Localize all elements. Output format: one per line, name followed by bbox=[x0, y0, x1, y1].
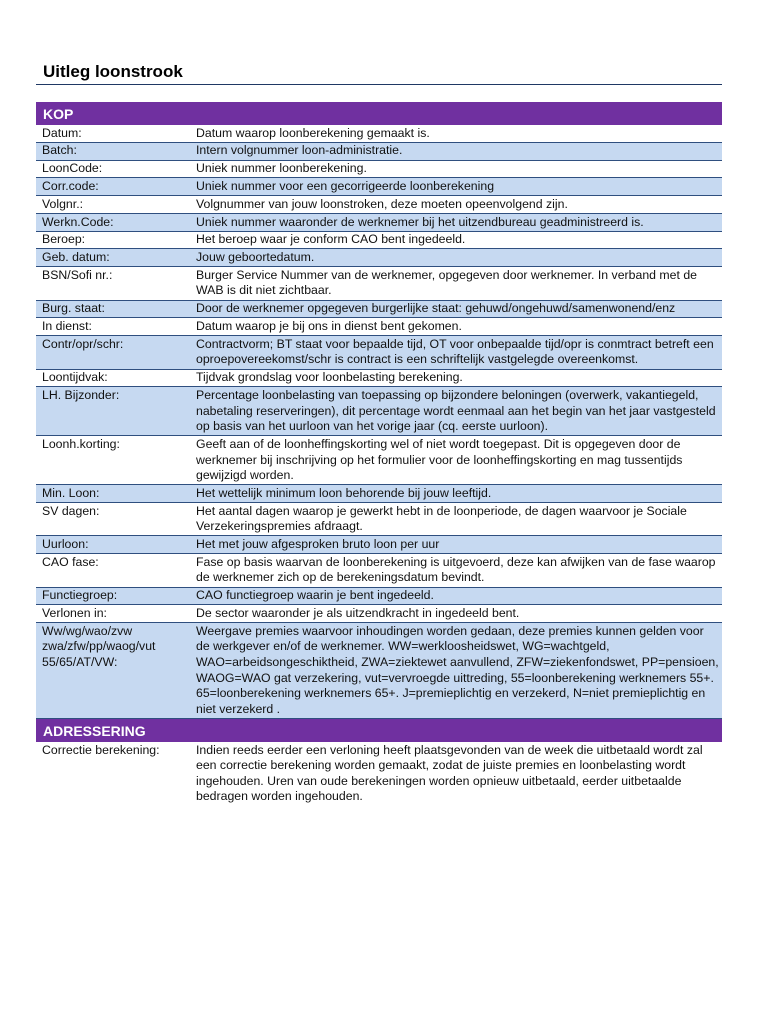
table-row bbox=[36, 742, 722, 806]
row-label: Correctie berekening: bbox=[36, 742, 190, 806]
table-row bbox=[36, 605, 722, 623]
row-label: Datum: bbox=[36, 125, 190, 142]
row-description: Het met jouw afgesproken bruto loon per uur bbox=[190, 536, 722, 554]
table-row bbox=[36, 485, 722, 503]
table-row bbox=[36, 369, 722, 387]
row-description: Het aantal dagen waarop je gewerkt hebt in de loonperiode, de dagen waarvoor je Sociale Verzekeringspremies afdraagt. bbox=[190, 503, 722, 536]
table-row bbox=[36, 196, 722, 214]
row-label: Verlonen in: bbox=[36, 605, 190, 623]
row-label: Contr/opr/schr: bbox=[36, 336, 190, 369]
row-label: Min. Loon: bbox=[36, 485, 190, 503]
row-description: Weergave premies waarvoor inhoudingen worden gedaan, deze premies kunnen gelden voor de werkgever en/of de werknemer. WW=werkloosheidswet, WG=wachtgeld, WAO=arbeidsongeschiktheid, ZWA=ziektewet aanvullend, ZFW=ziekenfondswet, PP=pensioen, WAOG=WAO gat verzekering, vut=vervroegde uittreding, 55=loonberekening werknemers 55+. 65=loonberekening werknemers 65+. J=premieplichtig en verzekerd, N=niet premieplichtig en niet verzekerd . bbox=[190, 623, 722, 719]
row-label: Corr.code: bbox=[36, 178, 190, 196]
table-row bbox=[36, 318, 722, 336]
table-row bbox=[36, 249, 722, 267]
row-description: Contractvorm; BT staat voor bepaalde tijd, OT voor onbepaalde tijd/opr is conmtract betreft een oproepovereekomst/schr is contract is een schriftelijk vastgelegde overeenkomst. bbox=[190, 336, 722, 369]
row-label: Loonh.korting: bbox=[36, 436, 190, 485]
table-row bbox=[36, 336, 722, 369]
row-label: Burg. staat: bbox=[36, 300, 190, 318]
row-description: Door de werknemer opgegeven burgerlijke staat: gehuwd/ongehuwd/samenwonend/enz bbox=[190, 300, 722, 318]
row-description: Datum waarop je bij ons in dienst bent gekomen. bbox=[190, 318, 722, 336]
row-label: BSN/Sofi nr.: bbox=[36, 267, 190, 300]
row-description: Indien reeds eerder een verloning heeft plaatsgevonden van de week die uitbetaald wordt zal een correctie berekening worden gemaakt, zodat de juiste premies en loonbelasting wordt ingehouden. Uren van oude berekeningen worden opnieuw uitbetaald, eerder uitbetaalde bedragen worden ingehouden. bbox=[190, 742, 722, 806]
row-description: Jouw geboortedatum. bbox=[190, 249, 722, 267]
row-label: Functiegroep: bbox=[36, 587, 190, 605]
row-label: Geb. datum: bbox=[36, 249, 190, 267]
table-row bbox=[36, 125, 722, 142]
table-row bbox=[36, 587, 722, 605]
table-row bbox=[36, 436, 722, 485]
row-label: SV dagen: bbox=[36, 503, 190, 536]
row-description: Uniek nummer waaronder de werknemer bij het uitzendbureau geadministreerd is. bbox=[190, 213, 722, 231]
row-description: Percentage loonbelasting van toepassing op bijzondere beloningen (overwerk, vakantiegeld, nabetaling reserveringen), dit percentage wordt eenmaal aan het begin van het jaar vastgesteld op basis van het uurloon van het vorige jaar (cq. eerste uurloon). bbox=[190, 387, 722, 436]
section-heading: KOP bbox=[36, 102, 722, 125]
table-row bbox=[36, 267, 722, 300]
row-description: Tijdvak grondslag voor loonbelasting berekening. bbox=[190, 369, 722, 387]
section-header-kop bbox=[36, 102, 722, 125]
row-description: Uniek nummer loonberekening. bbox=[190, 160, 722, 178]
table-row bbox=[36, 554, 722, 587]
title-underline bbox=[36, 84, 722, 85]
row-description: Intern volgnummer loon-administratie. bbox=[190, 142, 722, 160]
table-row bbox=[36, 300, 722, 318]
row-description: Geeft aan of de loonheffingskorting wel of niet wordt toegepast. Dit is opgegeven door de werknemer bij inschrijving op het formulier voor de loonheffingskorting en mag tussentijds gewijzigd worden. bbox=[190, 436, 722, 485]
table-row bbox=[36, 178, 722, 196]
row-label: Ww/wg/wao/zvw zwa/zfw/pp/waog/vut 55/65/AT/VW: bbox=[36, 623, 190, 719]
row-label: Batch: bbox=[36, 142, 190, 160]
row-label: LH. Bijzonder: bbox=[36, 387, 190, 436]
row-description: Volgnummer van jouw loonstroken, deze moeten opeenvolgend zijn. bbox=[190, 196, 722, 214]
row-label: In dienst: bbox=[36, 318, 190, 336]
row-description: Het wettelijk minimum loon behorende bij jouw leeftijd. bbox=[190, 485, 722, 503]
table-row bbox=[36, 503, 722, 536]
table-row bbox=[36, 231, 722, 249]
section-header-adressering bbox=[36, 718, 722, 742]
table-row bbox=[36, 536, 722, 554]
table-row bbox=[36, 623, 722, 719]
row-description: Het beroep waar je conform CAO bent ingedeeld. bbox=[190, 231, 722, 249]
row-label: Beroep: bbox=[36, 231, 190, 249]
row-description: Fase op basis waarvan de loonberekening is uitgevoerd, deze kan afwijken van de fase waarop de werknemer zich op de berekeningsdatum bevindt. bbox=[190, 554, 722, 587]
section-heading: ADRESSERING bbox=[36, 718, 722, 742]
row-label: Werkn.Code: bbox=[36, 213, 190, 231]
payslip-explanation-table bbox=[36, 102, 722, 805]
row-description: Datum waarop loonberekening gemaakt is. bbox=[190, 125, 722, 142]
row-label: LoonCode: bbox=[36, 160, 190, 178]
table-body bbox=[36, 102, 722, 805]
row-description: Uniek nummer voor een gecorrigeerde loonberekening bbox=[190, 178, 722, 196]
row-description: De sector waaronder je als uitzendkracht in ingedeeld bent. bbox=[190, 605, 722, 623]
row-label: Loontijdvak: bbox=[36, 369, 190, 387]
table-row bbox=[36, 213, 722, 231]
row-description: CAO functiegroep waarin je bent ingedeeld. bbox=[190, 587, 722, 605]
row-label: Volgnr.: bbox=[36, 196, 190, 214]
page-title: Uitleg loonstrook bbox=[43, 62, 183, 81]
row-description: Burger Service Nummer van de werknemer, opgegeven door werknemer. In verband met de WAB is dit niet zichtbaar. bbox=[190, 267, 722, 300]
table-row bbox=[36, 142, 722, 160]
table-row bbox=[36, 160, 722, 178]
table-row bbox=[36, 387, 722, 436]
row-label: CAO fase: bbox=[36, 554, 190, 587]
row-label: Uurloon: bbox=[36, 536, 190, 554]
